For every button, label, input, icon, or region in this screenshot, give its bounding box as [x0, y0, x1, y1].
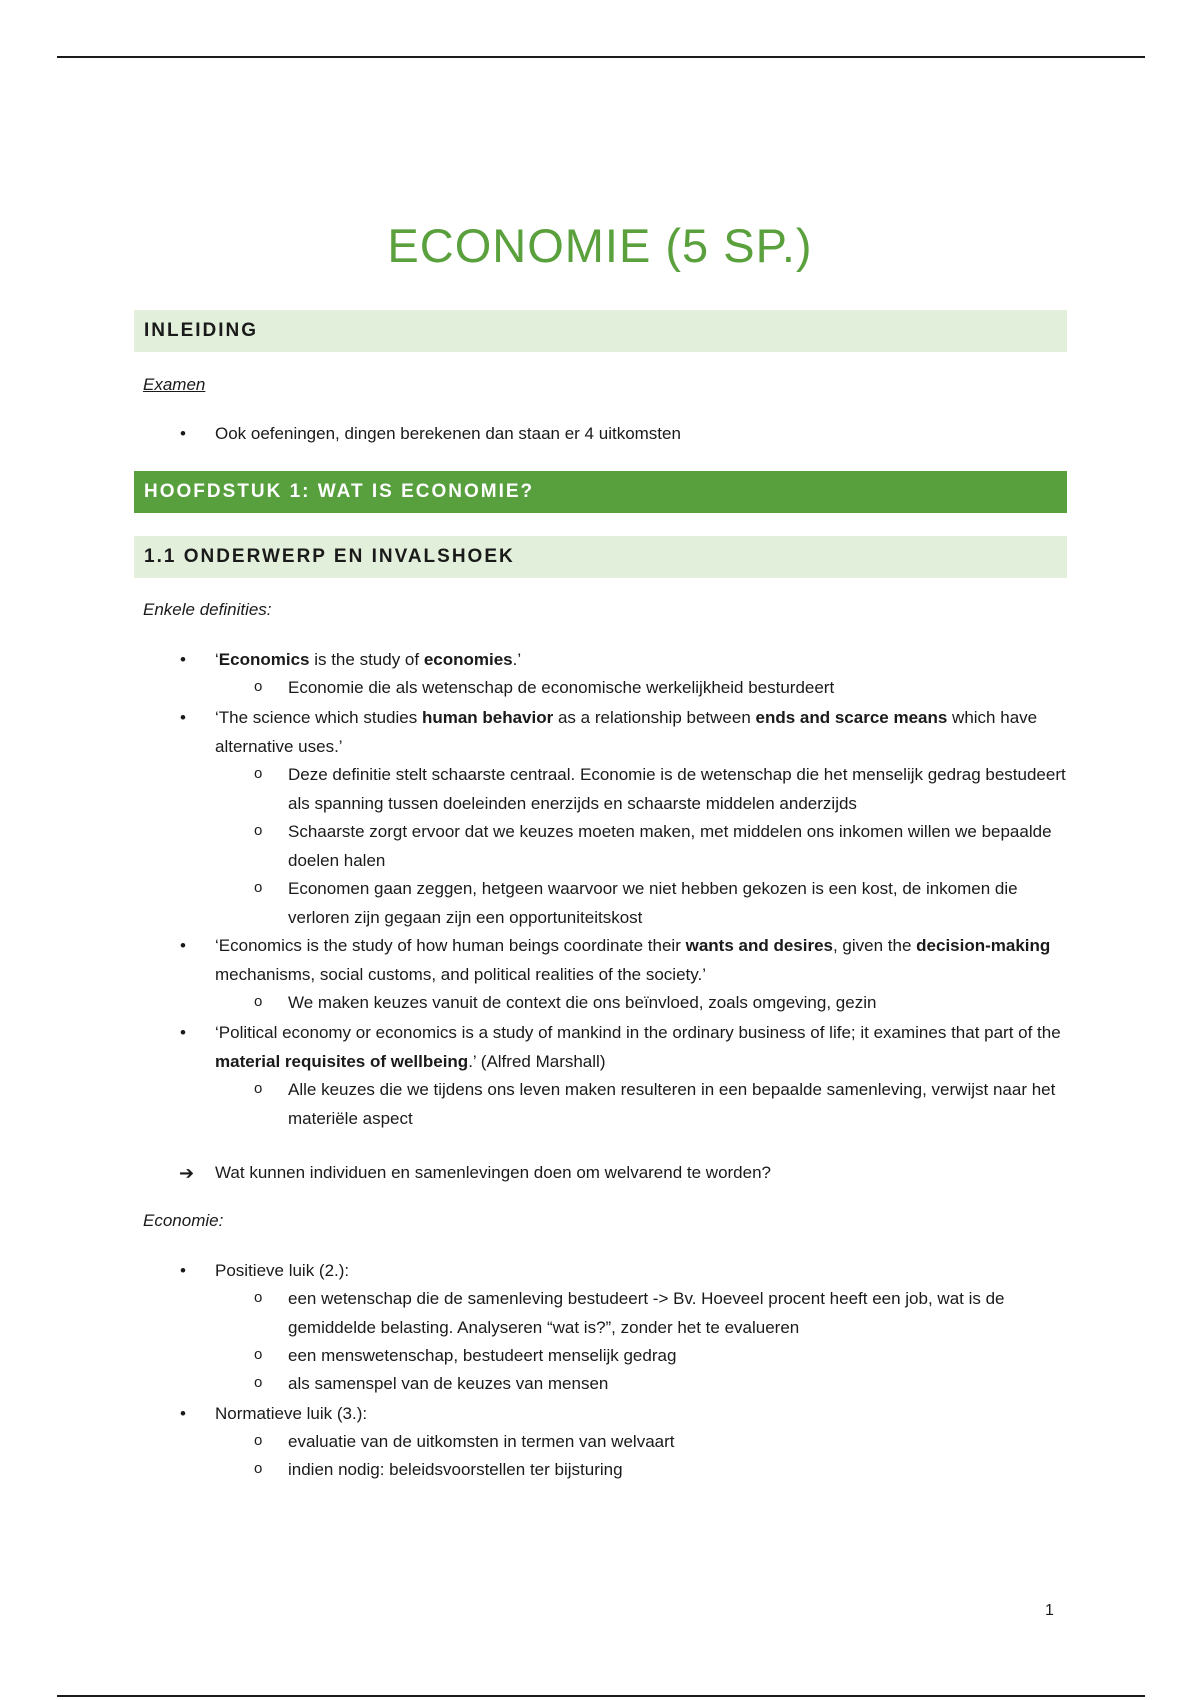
sub-list-item: o indien nodig: beleidsvoorstellen ter bijsturing — [288, 1456, 1068, 1485]
sub-list-item: o Schaarste zorgt ervoor dat we keuzes moeten maken, met middelen ons inkomen willen we bepaalde doelen halen — [288, 818, 1068, 875]
economie-label: Economie: — [143, 1211, 224, 1230]
list-item: • Positieve luik (2.): — [215, 1257, 1065, 1286]
sub-list-item: o evaluatie van de uitkomsten in termen van welvaart — [288, 1428, 1068, 1457]
page-number: 1 — [1045, 1602, 1054, 1619]
definitions-label: Enkele definities: — [143, 600, 272, 619]
sub-list-item: o een wetenschap die de samenleving bestudeert -> Bv. Hoeveel procent heeft een job, wat is de gemiddelde belasting. Analyseren “wat is?”, zonder het te evalueren — [288, 1285, 1068, 1342]
list-item: • Normatieve luik (3.): — [215, 1400, 1065, 1429]
right-arrow-icon: ➔ — [179, 1163, 195, 1183]
list-item: • ‘Political economy or economics is a study of mankind in the ordinary business of life; it examines that part of the material requisites of wellbeing.’ (Alfred Marshall) — [215, 1019, 1065, 1076]
list-item: • Ook oefeningen, dingen berekenen dan staan er 4 uitkomsten — [215, 420, 1065, 449]
section-heading-inleiding: INLEIDING — [134, 310, 1067, 352]
list-item: • ‘The science which studies human behavior as a relationship between ends and scarce means which have alternative uses.’ — [215, 704, 1065, 761]
sub-list-item: o Economen gaan zeggen, hetgeen waarvoor we niet hebben gekozen is een kost, de inkomen die verloren zijn gegaan zijn een opportuniteitskost — [288, 875, 1068, 932]
sub-list-item: o Economie die als wetenschap de economische werkelijkheid besturdeert — [288, 674, 1068, 703]
sub-list-item: o Deze definitie stelt schaarste centraal. Economie is de wetenschap die het menselijk gedrag bestudeert als spanning tussen doeleinden enerzijds en schaarste middelen anderzijds — [288, 761, 1068, 818]
list-item: • ‘Economics is the study of economies.’ — [215, 646, 1065, 675]
footer-rule — [57, 1695, 1145, 1697]
chapter-heading: HOOFDSTUK 1: WAT IS ECONOMIE? — [134, 471, 1067, 513]
section-heading: 1.1 ONDERWERP EN INVALSHOEK — [134, 536, 1067, 578]
header-rule — [57, 56, 1145, 58]
sub-list-item: o als samenspel van de keuzes van mensen — [288, 1370, 1068, 1399]
examen-label: Examen — [143, 375, 206, 394]
arrow-item: ➔ Wat kunnen individuen en samenlevingen doen om welvarend te worden? — [215, 1159, 1065, 1188]
sub-list-item: o Alle keuzes die we tijdens ons leven maken resulteren in een bepaalde samenleving, verwijst naar het materiële aspect — [288, 1076, 1068, 1133]
sub-list-item: o een menswetenschap, bestudeert menselijk gedrag — [288, 1342, 1068, 1371]
list-item: • ‘Economics is the study of how human beings coordinate their wants and desires, given the decision-making mechanisms, social customs, and political realities of the society.’ — [215, 932, 1065, 989]
document-title: ECONOMIE (5 SP.) — [387, 219, 813, 272]
sub-list-item: o We maken keuzes vanuit de context die ons beïnvloed, zoals omgeving, gezin — [288, 989, 1068, 1018]
